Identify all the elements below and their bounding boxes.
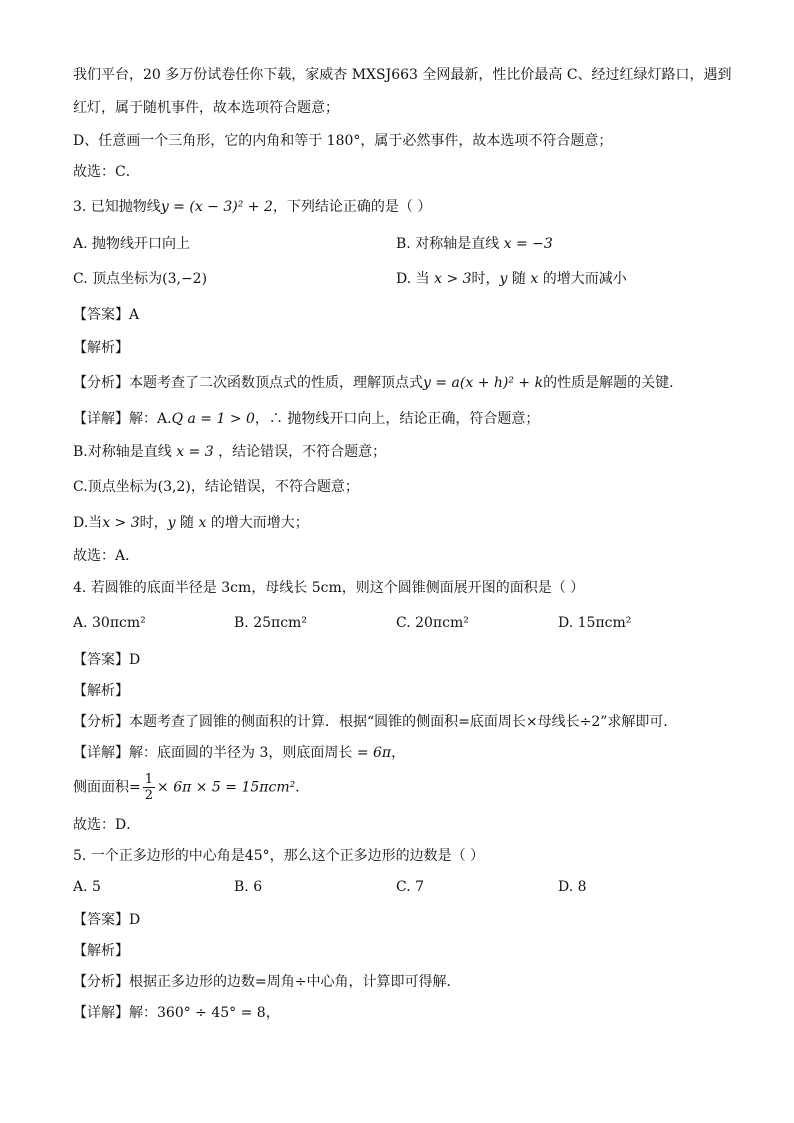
analysis-label: 【解析】 — [73, 683, 129, 699]
solution-suffix: 的增大而增大； — [210, 515, 309, 531]
solution-mid: 时， — [139, 515, 168, 531]
solution-formula: (3,2) — [157, 479, 191, 495]
analysis-text: 【分析】本题考查了圆锥的侧面积的计算．根据“圆锥的侧面积=底面周长×母线长÷2”求解即可． — [73, 714, 678, 730]
option-d: D. 15πcm² — [558, 615, 632, 631]
solution-suffix: ，结论错误，不符合题意； — [190, 479, 359, 495]
option-b-formula: x = −3 — [503, 236, 553, 252]
fraction-denominator: 2 — [144, 788, 154, 803]
option-d-text: D. 当 — [396, 271, 430, 287]
option-a: A. 30πcm² — [73, 615, 146, 631]
option-d: D. 8 — [558, 879, 587, 895]
text-line: 红灯，属于随机事件，故本选项符合题意； — [73, 100, 339, 116]
side-area-formula: × 6π × 5 = 15πcm² — [157, 779, 296, 796]
option-c-formula: (3,−2) — [162, 271, 208, 287]
side-area-line — [73, 772, 309, 803]
fraction — [143, 772, 155, 803]
solution-var-y: y — [167, 515, 176, 531]
option-d — [396, 270, 627, 288]
option-a: A. 抛物线开口向上 — [73, 236, 191, 252]
option-d-text-mid2: 随 — [511, 271, 526, 287]
analysis-label: 【解析】 — [73, 943, 129, 959]
solution-line — [73, 478, 359, 496]
answer-label: 【答案】A — [73, 307, 140, 323]
option-b-text: B. 对称轴是直线 — [396, 236, 500, 252]
solution-suffix: ， — [391, 745, 406, 761]
equals-sign: = — [129, 779, 141, 796]
question-3 — [73, 198, 431, 216]
analysis-text-prefix: 【分析】本题考查了二次函数顶点式的性质，理解顶点式 — [73, 375, 423, 391]
option-b: B. 6 — [234, 879, 263, 895]
analysis-text — [73, 374, 683, 392]
question-3-formula: y = (x − 3)² + 2 — [160, 199, 273, 215]
option-d-formula: x > 3 — [434, 271, 472, 287]
solution-line — [73, 514, 309, 532]
option-c: C. 20πcm² — [396, 615, 469, 631]
fraction-numerator: 1 — [144, 772, 154, 787]
select-line: 故选：D． — [73, 817, 141, 833]
option-d-var-y: y — [499, 271, 508, 287]
answer-label: 【答案】D — [73, 652, 141, 668]
solution-formula: x = 3 — [176, 444, 214, 460]
solution-formula: x > 3 — [102, 515, 140, 531]
solution-formula: = 6π — [356, 745, 392, 761]
text-line: 我们平台，20 多万份试卷任你下载，家威杏 MXSJ663 全网最新，性比价最高 C、经过红绿灯路口，遇到 — [73, 67, 732, 83]
solution-suffix: ，∴ 抛物线开口向上，结论正确，符合题意； — [254, 411, 540, 427]
option-d-var-x: x — [530, 271, 539, 287]
solution-line: 【详解】解：360° ÷ 45° = 8， — [73, 1005, 280, 1021]
solution-mid2: 随 — [180, 515, 194, 531]
side-area-prefix: 侧面面积 — [73, 779, 129, 796]
option-b: B. 25πcm² — [234, 615, 307, 631]
select-line: 故选：A． — [73, 548, 140, 564]
solution-var-x: x — [198, 515, 207, 531]
analysis-text: 【分析】根据正多边形的边数=周角÷中心角，计算即可得解． — [73, 974, 461, 990]
solution-prefix: B.对称轴是直线 — [73, 444, 172, 460]
solution-formula: Q a = 1 > 0 — [171, 411, 255, 427]
option-d-text-suffix: 的增大而减小 — [542, 271, 627, 287]
question-4: 4. 若圆锥的底面半径是 3cm，母线长 5cm，则这个圆锥侧面展开图的面积是（ ） — [73, 580, 585, 596]
answer-label: 【答案】D — [73, 912, 141, 928]
analysis-text-suffix: 的性质是解题的关键． — [543, 375, 684, 391]
solution-line — [73, 744, 405, 762]
option-a: A. 5 — [73, 879, 101, 895]
solution-prefix: D.当 — [73, 515, 103, 531]
option-d-text-mid: 时， — [471, 271, 500, 287]
analysis-label: 【解析】 — [73, 340, 129, 356]
side-area-suffix: ． — [295, 779, 310, 796]
vertex-form-formula: y = a(x + h)² + k — [423, 375, 544, 391]
question-3-suffix: ，下列结论正确的是（ ） — [272, 199, 432, 215]
question-3-prefix: 3. 已知抛物线 — [73, 199, 161, 215]
solution-prefix: 【详解】解：底面圆的半径为 3，则底面周长 — [73, 745, 353, 761]
solution-line — [73, 443, 386, 461]
option-c — [73, 270, 207, 288]
question-5: 5. 一个正多边形的中心角是45°，那么这个正多边形的边数是（ ） — [73, 848, 485, 864]
text-line: 故选：C． — [73, 164, 140, 180]
option-c: C. 7 — [396, 879, 425, 895]
text-line: D、任意画一个三角形，它的内角和等于 180°，属于必然事件，故本选项不符合题意； — [73, 133, 613, 149]
solution-suffix: ，结论错误，不符合题意； — [218, 444, 387, 460]
option-b — [396, 235, 553, 253]
solution-prefix: 【详解】解：A. — [73, 411, 172, 427]
solution-line — [73, 410, 539, 428]
option-c-text: C. 顶点坐标为 — [73, 271, 163, 287]
solution-prefix: C.顶点坐标为 — [73, 479, 158, 495]
